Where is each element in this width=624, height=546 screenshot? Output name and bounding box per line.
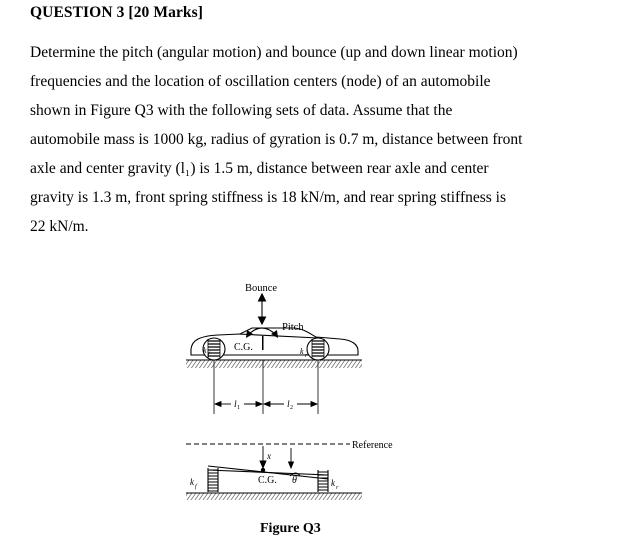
x-label: x <box>267 451 271 461</box>
question-text <box>30 38 610 241</box>
question-line-6: gravity is 1.3 m, front spring stiffness is 18 kN/m, and rear spring stiffness is <box>30 189 507 206</box>
bounce-label: Bounce <box>245 283 278 294</box>
cg-marker <box>262 336 264 350</box>
kf-top-label: k <box>203 346 207 355</box>
rear-spring-bottom <box>318 470 328 492</box>
l1-label: l <box>234 400 237 410</box>
rear-wheel <box>307 338 329 360</box>
kr-bottom-label: k <box>331 478 335 488</box>
question-heading: QUESTION 3 [20 Marks] <box>30 4 204 21</box>
question-line-4: automobile mass is 1000 kg, radius of gyration is 0.7 m, distance between front <box>30 131 523 148</box>
question-line-3: shown in Figure Q3 with the following sets of data. Assume that the <box>30 102 453 119</box>
kf-bottom-sub: f <box>195 484 197 490</box>
question-line-1: Determine the pitch (angular motion) and bounce (up and down linear motion) <box>30 44 518 61</box>
kr-top-sub: r <box>305 353 308 359</box>
top-ground <box>186 360 362 368</box>
question-line-2: frequencies and the location of oscillation centers (node) of an automobile <box>30 73 491 90</box>
dimension-guides <box>214 360 318 414</box>
figure-q3-diagram <box>178 278 458 546</box>
figure-caption: Figure Q3 <box>260 521 321 536</box>
theta-label: θ <box>292 475 297 486</box>
front-spring-bottom <box>208 468 218 492</box>
figure-q3 <box>178 278 458 546</box>
kr-bottom-sub: r <box>336 485 339 491</box>
l1-sub: 1 <box>237 405 240 411</box>
theta-indicator <box>289 448 301 476</box>
x-arrow <box>260 446 266 468</box>
bounce-arrow <box>259 294 266 324</box>
cg-point <box>261 468 265 472</box>
cg-top-label: C.G. <box>234 342 253 353</box>
reference-label: Reference <box>352 440 393 451</box>
l2-sub: 2 <box>290 405 293 411</box>
question-line-7: 22 kN/m. <box>30 218 89 235</box>
kf-bottom-label: k <box>190 477 194 487</box>
bottom-ground <box>186 493 362 500</box>
question-line-5: axle and center gravity (l₁) is 1.5 m, distance between rear axle and center <box>30 160 489 177</box>
kf-top-sub: f <box>208 352 210 358</box>
pitch-label: Pitch <box>282 322 304 333</box>
kr-top-label: k <box>300 347 304 356</box>
cg-bottom-label: C.G. <box>258 475 277 486</box>
l2-label: l <box>287 400 290 410</box>
